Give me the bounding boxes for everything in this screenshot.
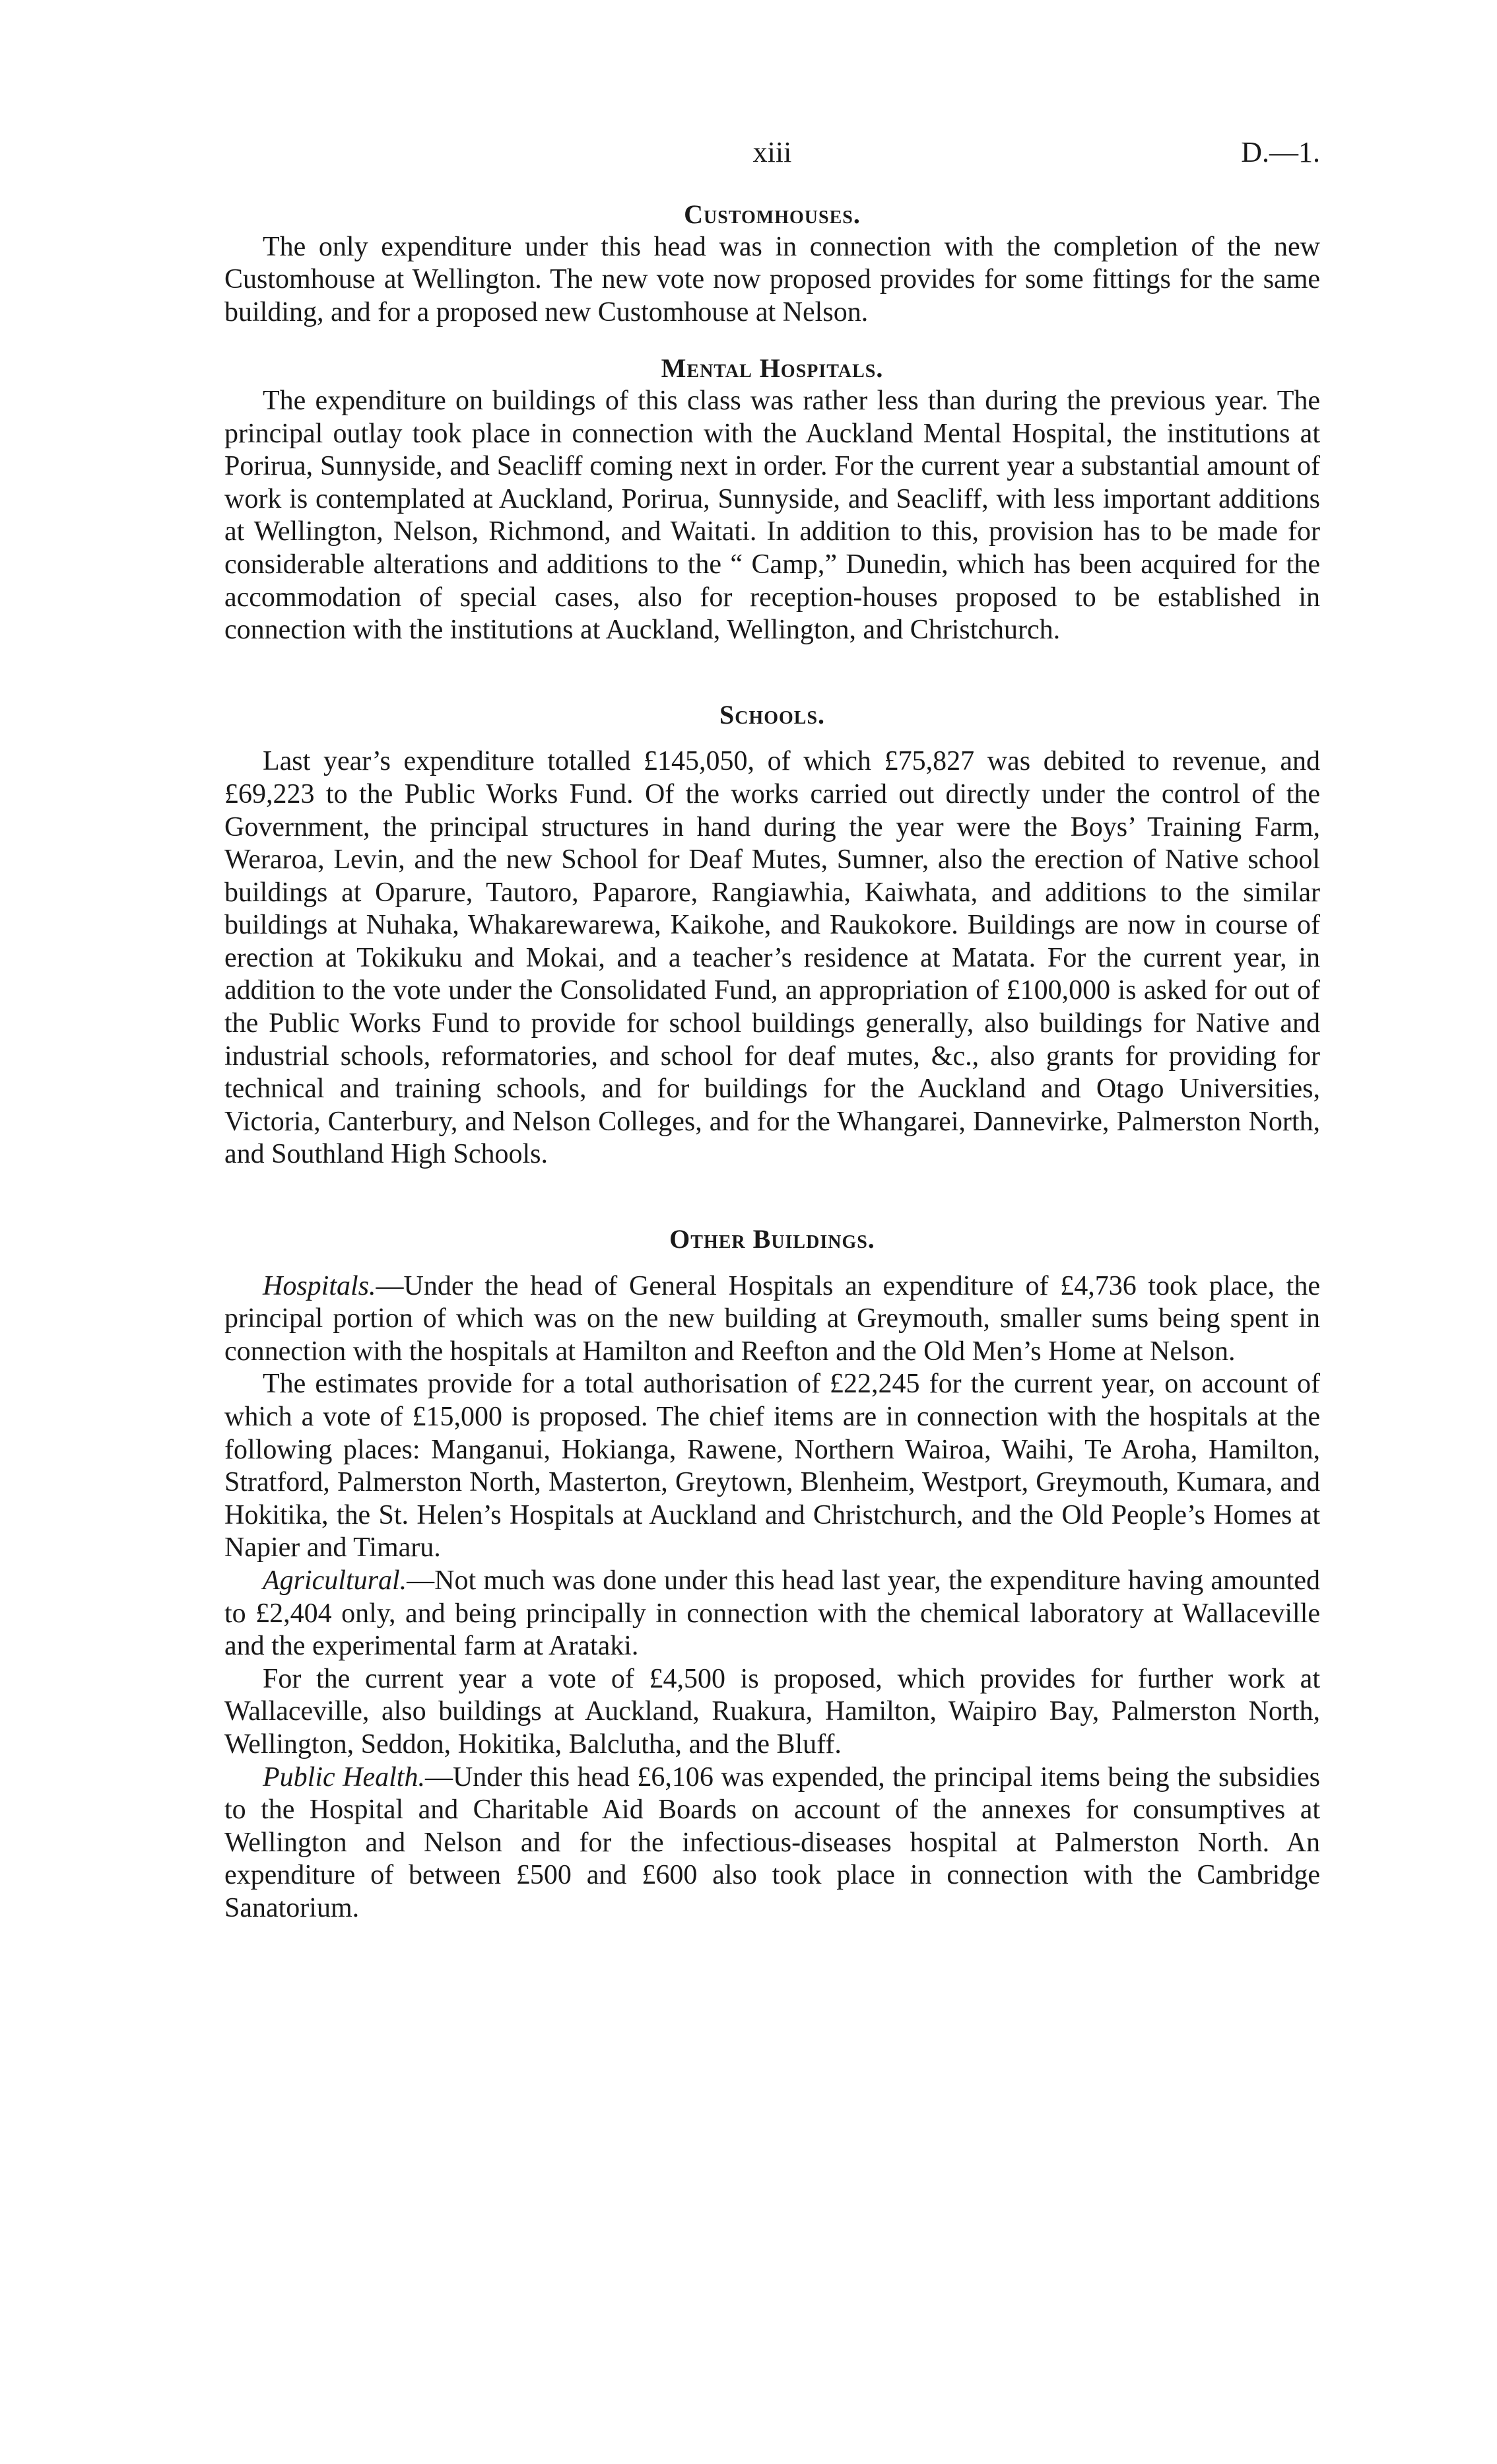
- section-title-mental-hospitals: Mental Hospitals.: [661, 353, 884, 384]
- hospitals-text: —Under the head of General Hospitals an expenditure of £4,736 took place, the principal portion of which was on the new building at Greymouth, smaller sums being spent in connection with the hospitals at Hamilton and Reefton and the Old Men’s Home at Nelson.: [224, 1270, 1320, 1367]
- hospitals-paragraph: [224, 1270, 1320, 1369]
- public-health-paragraph: [224, 1762, 1320, 1925]
- hospitals-estimates-paragraph: The estimates provide for a total authorisation of £22,245 for the current year, on account of which a vote of £15,000 is proposed. The chief items are in connection with the hospitals at the following places: Manganui, Hokianga, Rawene, Northern Wairoa, Waihi, Te Aroha, Hamilton, Stratford, Palmerston North, Masterton, Greytown, Blenheim, Westport, Greymouth, Kumara, and Hokitika, the St. Helen’s Hospitals at Auckland and Christchurch, and the Old People’s Homes at Napier and Timaru.: [224, 1369, 1320, 1563]
- agricultural-vote-paragraph: For the current year a vote of £4,500 is proposed, which provides for further work at Wallaceville, also buildings at Auckland, Ruakura, Hamilton, Waipiro Bay, Palmerston North, Wellington, Seddon, Hokitika, Balclutha, and the Bluff.: [224, 1663, 1320, 1760]
- schools-paragraph: Last year’s expenditure totalled £145,050, of which £75,827 was debited to revenue, and £69,223 to the Public Works Fund. Of the works carried out directly under the control of the Government, the principal structures in hand during the year were the Boys’ Training Farm, Weraroa, Levin, and the new School for Deaf Mutes, Sumner, also the erection of Native school buildings at Oparure, Tautoro, Paparore, Rangiawhia, Kaiwhata, and additions to the similar buildings at Nuhaka, Whakarewarewa, Kaikohe, and Raukokore. Buildings are now in course of erection at Tokikuku and Mokai, and a teacher’s residence at Matata. For the current year, in addition to the vote under the Consolidated Fund, an appropriation of £100,000 is asked for out of the Public Works Fund to provide for school buildings generally, also buildings for Native and industrial schools, reformatories, and school for deaf mutes, &c., also grants for providing for technical and training schools, and for buildings for the Auckland and Otago Universities, Victoria, Canterbury, and Nelson Colleges, and for the Whangarei, Dannevirke, Palmerston North, and Southland High Schools.: [224, 746, 1320, 1170]
- mental-hospitals-paragraph: The expenditure on buildings of this class was rather less than during the previous year. The principal outlay took place in connection with the Auckland Mental Hospital, the institutions at Porirua, Sunnyside, and Seacliff coming next in order. For the current year a substantial amount of work is contemplated at Auckland, Porirua, Sunnyside, and Seacliff, with less important additions at Wellington, Nelson, Richmond, and Waitati. In addition to this, provision has to be made for considerable alterations and additions to the “ Camp,” Dunedin, which has been acquired for the accommodation of special cases, also for reception-houses proposed to be established in connection with the institutions at Auckland, Wellington, and Christchurch.: [224, 385, 1320, 646]
- section-title-customhouses: Customhouses.: [684, 199, 861, 229]
- agricultural-text: —Not much was done under this head last year, the expenditure having amounted to £2,404 only, and being principally in connection with the chemical laboratory at Wallaceville and the experimental farm at Arataki.: [224, 1565, 1320, 1662]
- agricultural-label: Agricultural.: [263, 1565, 407, 1596]
- hospitals-label: Hospitals.: [263, 1270, 376, 1301]
- page-body: [224, 198, 1320, 1925]
- agricultural-paragraph: [224, 1565, 1320, 1663]
- customhouses-paragraph: The only expenditure under this head was in connection with the completion of the new Customhouse at Wellington. The new vote now proposed provides for some fittings for the same building, and for a proposed new Customhouse at Nelson.: [224, 231, 1320, 327]
- section-title-other-buildings: Other Buildings.: [669, 1224, 875, 1254]
- public-health-label: Public Health.: [263, 1762, 425, 1793]
- public-health-text: —Under this head £6,106 was expended, the principal items being the subsidies to the Hospital and Charitable Aid Boards on account of the annexes for consumptives at Wellington and Nelson and for the infectious-diseases hospital at Palmerston North. An expenditure of between £500 and £600 also took place in connection with the Cambridge Sanatorium.: [224, 1762, 1320, 1923]
- page-header: [224, 135, 1320, 175]
- page-numeral: xiii: [752, 136, 792, 168]
- document-reference: D.—1.: [1241, 136, 1320, 168]
- section-title-schools: Schools.: [719, 699, 826, 730]
